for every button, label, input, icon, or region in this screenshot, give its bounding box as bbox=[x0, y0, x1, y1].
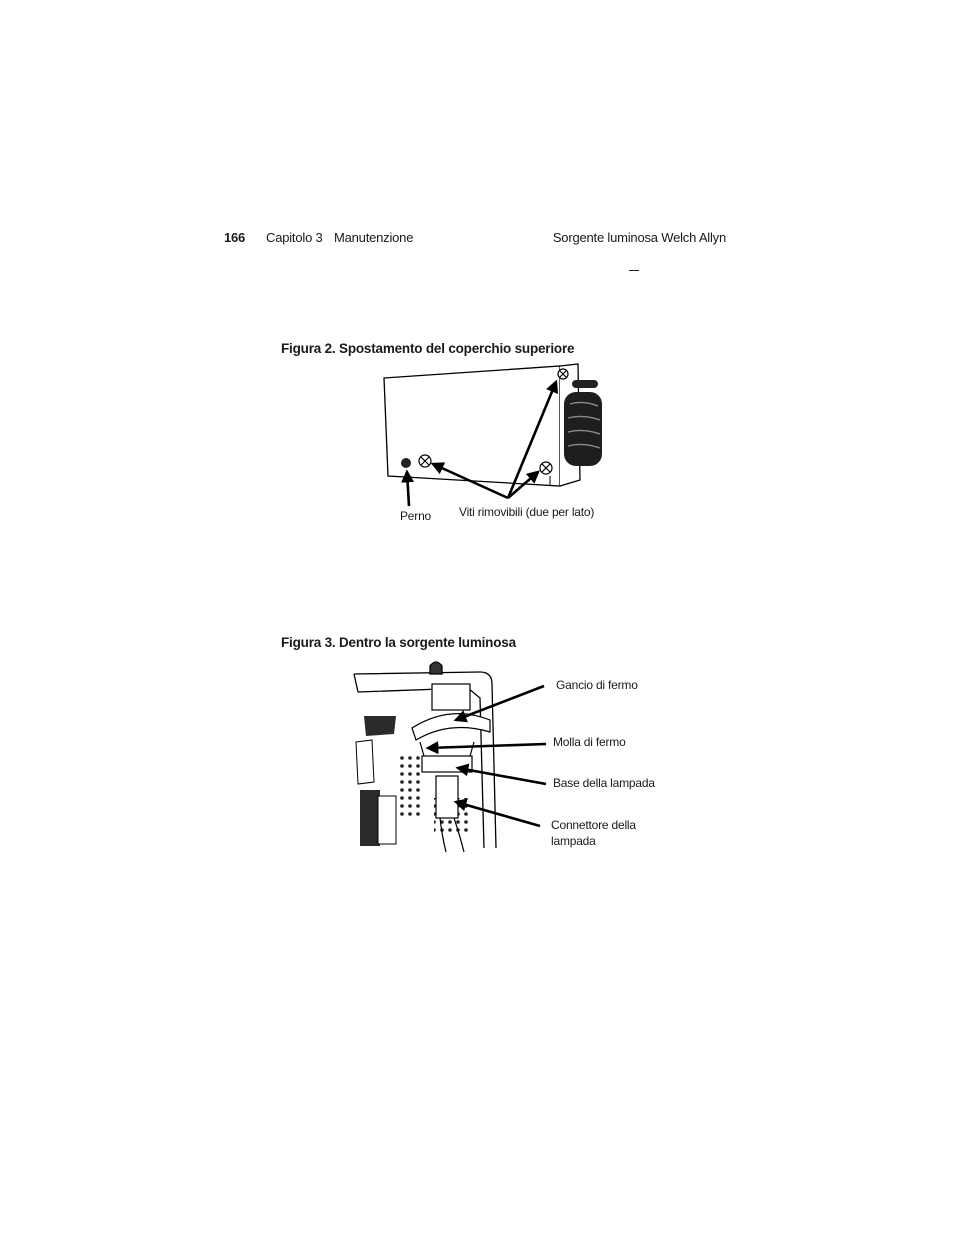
chapter-title: Manutenzione bbox=[333, 230, 414, 245]
screw-icon bbox=[540, 462, 552, 474]
lamp-connector-label: Connettore della lampada bbox=[551, 818, 636, 848]
chapter-heading bbox=[266, 230, 413, 245]
side-components bbox=[356, 716, 396, 846]
figure-3-callouts bbox=[400, 680, 560, 830]
chapter-label: Capitolo 3 bbox=[266, 230, 323, 245]
figure-2-illustration bbox=[370, 360, 620, 510]
lamp-base-label: Base della lampada bbox=[553, 776, 655, 790]
screw-icon bbox=[558, 369, 568, 379]
retaining-spring-label: Molla di fermo bbox=[553, 735, 626, 749]
screws-label: Viti rimovibili (due per lato) bbox=[459, 505, 595, 519]
figure-2-caption: Figura 2. Spostamento del coperchio superiore bbox=[281, 341, 575, 356]
pin-label: Perno bbox=[400, 509, 432, 523]
page-number: 166 bbox=[224, 230, 246, 245]
product-name: Sorgente luminosa Welch Allyn bbox=[552, 230, 726, 245]
retaining-hook-label: Gancio di fermo bbox=[556, 678, 638, 692]
pin-icon bbox=[401, 458, 411, 468]
figure-3-caption: Figura 3. Dentro la sorgente luminosa bbox=[281, 635, 516, 650]
screw-icon bbox=[419, 455, 431, 467]
margin-mark bbox=[629, 270, 639, 271]
